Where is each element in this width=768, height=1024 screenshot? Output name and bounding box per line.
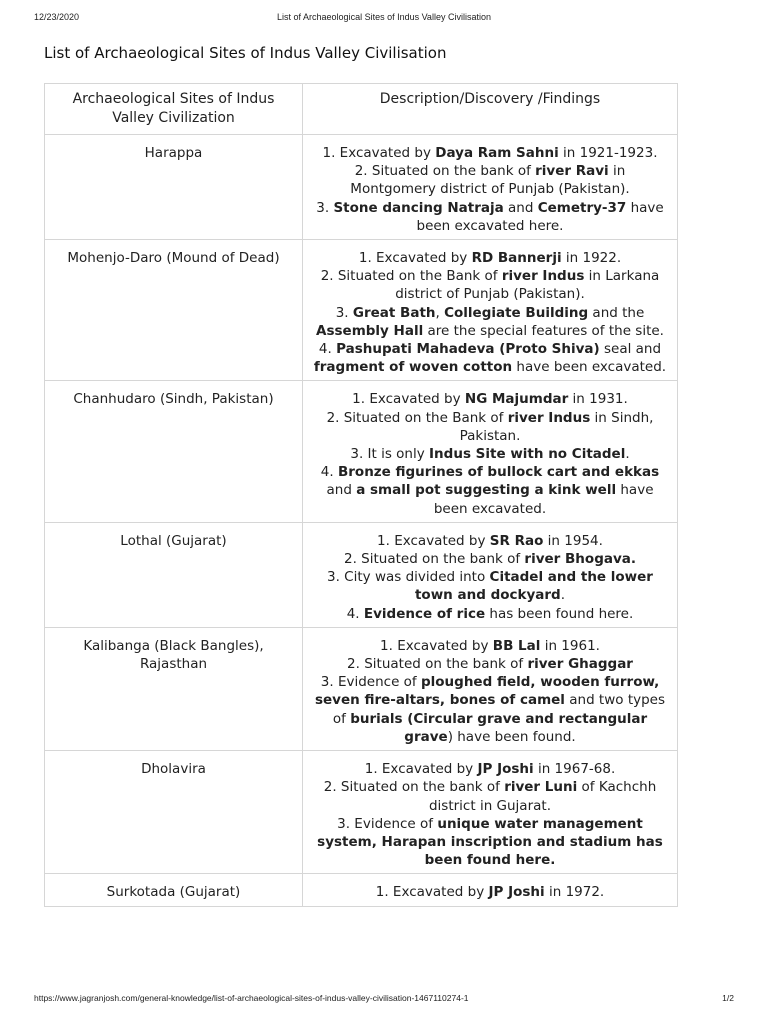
column-header-description: Description/Discovery /Findings xyxy=(303,84,678,135)
finding-text: in 1972. xyxy=(544,884,605,901)
finding-text: and two types of xyxy=(332,692,666,727)
finding-text: 1. Excavated by xyxy=(364,761,478,778)
finding-text: 1. Excavated by xyxy=(380,637,493,654)
finding-highlight: river Ghaggar xyxy=(527,656,633,673)
finding-highlight: SR Rao xyxy=(489,532,544,549)
finding-highlight: river Indus xyxy=(507,409,591,426)
finding-text: in 1922. xyxy=(561,250,622,267)
finding-text: and xyxy=(326,482,357,499)
finding-text: 3. City was divided into xyxy=(327,569,490,586)
finding-line xyxy=(313,340,667,376)
finding-text: 3. Evidence of xyxy=(320,674,421,691)
finding-text: 1. Excavated by xyxy=(322,145,436,161)
finding-text: , xyxy=(435,304,445,321)
finding-highlight: river Luni xyxy=(504,779,578,796)
finding-line xyxy=(313,390,667,408)
finding-highlight: JP Joshi xyxy=(477,761,534,778)
finding-text: 1. Excavated by xyxy=(377,532,490,549)
finding-text: in 1954. xyxy=(543,532,603,549)
finding-text: are the special features of the site. xyxy=(423,322,664,339)
finding-text: in 1961. xyxy=(540,637,600,654)
finding-text: 1. Excavated by xyxy=(352,391,465,408)
description-cell xyxy=(303,751,678,874)
sites-table xyxy=(44,83,678,907)
page-title: List of Archaeological Sites of Indus Valley Civilisation xyxy=(44,44,447,62)
finding-text: and xyxy=(503,199,538,216)
finding-text: in 1967-68. xyxy=(533,761,616,778)
finding-highlight: JP Joshi xyxy=(488,884,545,901)
finding-highlight: Indus Site with no Citadel xyxy=(429,446,626,463)
description-cell xyxy=(303,240,678,381)
table-row xyxy=(45,751,678,874)
finding-highlight: Citadel and the lower town and dockyard xyxy=(414,569,653,604)
finding-text: 2. Situated on the bank of xyxy=(347,656,528,673)
finding-line xyxy=(313,760,667,778)
finding-line xyxy=(313,778,667,814)
finding-text: have been excavated here. xyxy=(416,199,664,234)
finding-line xyxy=(313,637,667,655)
table-row xyxy=(45,381,678,522)
finding-highlight: ploughed field, wooden furrow, seven fire-altars, bones of camel xyxy=(314,674,660,709)
table-row xyxy=(45,627,678,750)
finding-highlight: Daya Ram Sahni xyxy=(435,145,559,161)
finding-line xyxy=(313,144,667,162)
site-name-cell: Surkotada (Gujarat) xyxy=(45,874,303,906)
finding-line xyxy=(313,162,667,198)
finding-highlight: Stone dancing Natraja xyxy=(333,199,504,216)
print-header-title: List of Archaeological Sites of Indus Valley Civilisation xyxy=(277,12,491,22)
finding-highlight: Great Bath xyxy=(352,304,436,321)
table-row xyxy=(45,135,678,240)
finding-line xyxy=(313,550,667,568)
table-row xyxy=(45,874,678,906)
finding-line xyxy=(313,463,667,518)
finding-line xyxy=(313,568,667,604)
site-name-cell: Mohenjo-Daro (Mound of Dead) xyxy=(45,240,303,381)
finding-highlight: Collegiate Building xyxy=(444,304,589,321)
finding-highlight: fragment of woven cotton xyxy=(313,359,513,376)
finding-text: . xyxy=(560,587,566,604)
finding-text: . xyxy=(625,446,630,463)
finding-line xyxy=(313,673,667,746)
finding-text: of Kachchh district in Gujarat. xyxy=(428,779,657,814)
finding-highlight: burials (Circular grave and rectangular grave xyxy=(350,710,648,745)
source-url: https://www.jagranjosh.com/general-knowledge/list-of-archaeological-sites-of-indus-valley-civilisation-1467110274-1 xyxy=(34,993,469,1003)
finding-highlight: Pashupati Mahadeva (Proto Shiva) xyxy=(336,341,600,358)
finding-line xyxy=(313,605,667,623)
site-name-cell: Chanhudaro (Sindh, Pakistan) xyxy=(45,381,303,522)
finding-line xyxy=(313,883,667,901)
description-cell xyxy=(303,135,678,240)
finding-text: 4. xyxy=(318,341,337,358)
description-cell xyxy=(303,381,678,522)
finding-text: 1. Excavated by xyxy=(358,250,472,267)
finding-highlight: river Indus xyxy=(501,268,585,285)
finding-highlight: river Bhogava. xyxy=(524,551,637,568)
finding-line xyxy=(313,409,667,445)
site-name-cell: Lothal (Gujarat) xyxy=(45,522,303,627)
finding-line xyxy=(313,199,667,235)
table-row xyxy=(45,240,678,381)
finding-text: in 1931. xyxy=(568,391,628,408)
finding-text: 2. Situated on the bank of xyxy=(343,551,525,568)
finding-text: have been excavated. xyxy=(512,359,667,376)
finding-highlight: river Ravi xyxy=(535,163,609,180)
finding-text: in 1921-1923. xyxy=(558,145,658,161)
finding-text: in Montgomery district of Punjab (Pakistan). xyxy=(350,163,630,198)
finding-line xyxy=(313,267,667,303)
finding-text: seal and xyxy=(599,341,662,358)
finding-text: ) have been found. xyxy=(447,728,576,745)
description-cell xyxy=(303,522,678,627)
print-date: 12/23/2020 xyxy=(34,12,80,22)
finding-text: 2. Situated on the Bank of xyxy=(320,268,502,285)
description-cell xyxy=(303,874,678,906)
finding-line xyxy=(313,655,667,673)
finding-text: 3. xyxy=(335,304,353,321)
finding-text: have been excavated. xyxy=(433,482,654,517)
table-body xyxy=(45,135,678,907)
site-name-cell: Dholavira xyxy=(45,751,303,874)
finding-text: 4. xyxy=(346,605,364,622)
finding-text: 2. Situated on the bank of xyxy=(354,163,536,180)
finding-text: 4. xyxy=(320,464,338,481)
finding-text: 3. xyxy=(316,199,334,216)
finding-text: 3. Evidence of xyxy=(337,815,438,832)
description-cell xyxy=(303,627,678,750)
finding-highlight: Cemetry-37 xyxy=(537,199,627,216)
finding-highlight: RD Bannerji xyxy=(471,250,562,267)
table-header-row xyxy=(45,84,678,135)
table-row xyxy=(45,522,678,627)
finding-line xyxy=(313,532,667,550)
finding-highlight: Assembly Hall xyxy=(316,322,424,339)
finding-text: 2. Situated on the Bank of xyxy=(326,409,508,426)
finding-highlight: Evidence of rice xyxy=(363,605,486,622)
finding-text: in Sindh, Pakistan. xyxy=(459,409,654,444)
page-number: 1/2 xyxy=(722,993,734,1003)
print-header xyxy=(0,12,768,26)
finding-line xyxy=(313,304,667,340)
column-header-sites: Archaeological Sites of Indus Valley Civilization xyxy=(45,84,303,135)
site-name-cell: Kalibanga (Black Bangles), Rajasthan xyxy=(45,627,303,750)
finding-text: has been found here. xyxy=(485,605,634,622)
finding-text: in Larkana district of Punjab (Pakistan). xyxy=(395,268,660,303)
finding-text: 3. It is only xyxy=(350,446,430,463)
finding-text: 2. Situated on the bank of xyxy=(323,779,505,796)
finding-highlight: unique water management system, Harapan inscription and stadium has been found here. xyxy=(317,815,663,869)
finding-highlight: a small pot suggesting a kink well xyxy=(356,482,617,499)
finding-highlight: Bronze figurines of bullock cart and ekkas xyxy=(337,464,660,481)
finding-text: 1. Excavated by xyxy=(375,884,489,901)
finding-text: and the xyxy=(588,304,645,321)
finding-highlight: NG Majumdar xyxy=(464,391,569,408)
finding-line xyxy=(313,249,667,267)
finding-line xyxy=(313,815,667,870)
finding-line xyxy=(313,445,667,463)
site-name-cell: Harappa xyxy=(45,135,303,240)
finding-highlight: BB Lal xyxy=(492,637,541,654)
